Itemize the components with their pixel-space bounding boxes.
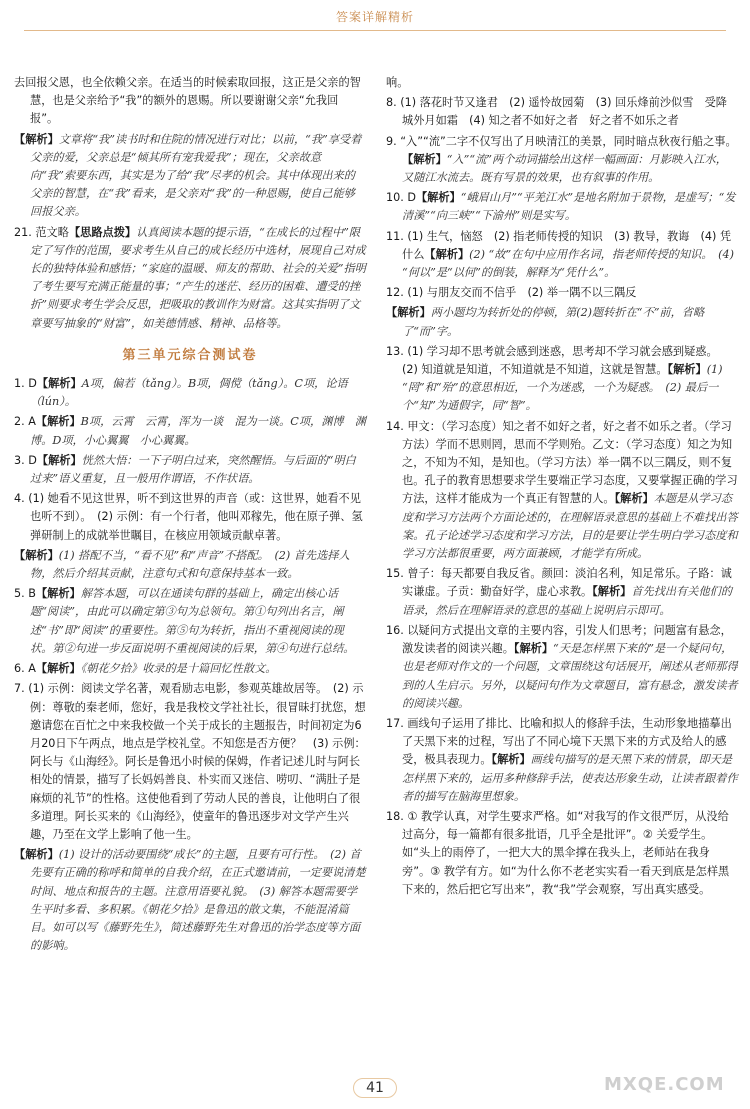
answer-note: 文章将“我”读书时和住院的情况进行对比；以前，“我”享受着父亲的爱，父亲总是“倾其所有宠我爱我”；现在，父亲故意向“我”索要东西，其实是为了给“我”尽孝的机会。其中体现出来的父亲的智慧，在“我”看来，是父亲对“我”的一种恩赐，使自己能够回报父亲。 — [30, 132, 362, 219]
answer-text: 甲文：（学习态度）知之者不如好之者，好之者不如乐之者。（学习方法）学而不思则罔，思而不学则殆。乙文：（学习态度）知之为知之，不知为不知，是知也。（学习方法）举一隅不以三隅反，则不复也。孔子的教育思想要求学生要端正学习态度，又要掌握正确的学习方法，这样才能成为一个真正有智慧的人。 — [402, 419, 738, 506]
answer-num: 2. — [14, 415, 25, 429]
answer-item — [386, 808, 738, 899]
answer-text: (1) 与朋友交而不信乎 (2) 举一隅不以三隅反 — [407, 286, 637, 300]
answer-note: (1) “罔”和“殆”的意思相近，一个为迷惑，一个为疑惑。 (2) 最后一个“知”为通假字，同“智”。 — [402, 363, 723, 413]
answer-text: (1) 她看不见这世界，听不到这世界的声音（或：这世界，她看不见也听不到）。 (2) 示例：有一个行者，他叫邓稼先，他在原子弹、氢弹研制上的成就举世瞩目，在核应用领域贡献卓著。 — [28, 492, 363, 542]
answer-num: 16. — [386, 623, 404, 637]
answer-text: (1) 落花时节又逢君 (2) 遥怜故园菊 (3) 回乐烽前沙似雪 受降城外月如霜 (4) 知之者不如好之者 好之者不如乐之者 — [400, 96, 727, 128]
answer-item — [14, 585, 366, 658]
answer-note: (1) 设计的活动要围绕“成长”的主题，且要有可行性。 (2) 首先要有正确的称呼和简单的自我介绍，在正式邀请前，一定要说清楚时间、地点和报告的主题。注意用语要礼貌。 (3) 解答本题需要学生平时多看、多积累。《朝花夕拾》是鲁迅的散文集，不能混淆篇目。如可以写《藤野先生》，简述藤野先生对鲁迅的治学态度等方面的影响。 — [30, 848, 366, 953]
answer-num: 1. — [14, 377, 25, 391]
answer-item — [386, 189, 738, 225]
answer-text: “入”“流”二字不仅写出了月映清江的美景，同时暗点秋夜行船之事。 — [400, 134, 737, 148]
answer-text: 范文略 — [35, 225, 69, 239]
answer-item — [14, 375, 366, 411]
answer-text: ① 教学认真，对学生要求严格。如“对我写的作文很严厉，从没给过高分，每一篇都有很多批语，几乎全是批评”。② 关爱学生。如“头上的雨停了，一把大大的黑伞撑在我头上，老师站在我身旁”。③ 教学有方。如“为什么你不老老实实看一看天到底是怎样黑下来的，然后把它写出来”，教“我”学会观察，写出真实感受。 — [402, 809, 730, 896]
answer-note: (2) “故”在句中应用作名词，指老师传授的知识。 (4) “何以”是“以何”的倒装，解释为“凭什么”。 — [402, 247, 734, 280]
answer-item — [14, 660, 366, 678]
answer-tag: 【解析】 — [36, 453, 82, 467]
answer-text: D — [28, 453, 37, 467]
answer-num: 5. — [14, 587, 25, 601]
answer-note: 恍然大悟：一下子明白过来，突然醒悟。与后面的“明白过来”语义重复，且一般用作谓语，不作状语。 — [30, 453, 356, 486]
answer-num: 9. — [386, 134, 397, 148]
answer-item — [386, 418, 738, 564]
answer-tag: 【解析】 — [35, 587, 81, 601]
answer-text: (1) 生气，恼怒 (2) 指老师传授的知识 (3) 教导，教诲 (4) 凭什么 — [402, 229, 732, 261]
watermark-text: MXQE.COM — [604, 1074, 725, 1095]
right-column — [386, 74, 738, 901]
answer-tag: 【解析】 — [415, 191, 461, 205]
watermark-logo — [574, 1050, 744, 1105]
answer-text: B — [28, 587, 36, 601]
answer-tag: 【解析】 — [402, 152, 447, 166]
answer-num: 10. — [386, 191, 404, 205]
answer-note: 《朝花夕拾》收录的是十篇回忆性散文。 — [80, 662, 277, 676]
answer-num: 14. — [386, 419, 404, 433]
answer-num: 3. — [14, 453, 25, 467]
answer-tag: 【解析】 — [35, 662, 81, 676]
answer-item — [386, 715, 738, 806]
answer-note: 首先找出有关他们的语录，然后在理解语录的意思的基础上说明启示即可。 — [402, 585, 733, 617]
answer-item — [386, 304, 738, 340]
answer-text: (1) 示例：阅读文学名著，观看励志电影，参观英雄故居等。 (2) 示例：尊敬的秦老师，您好，我是我校文学社社长，很冒昧打扰您，想邀请您在百忙之中来我校做一个关于成长的主题报告，时间初定为6月20日下午两点，地点是学校礼堂。不知您是否方便？ (3) 示例：阿长与《山海经》。阿长是鲁迅小时候的保姆，作者记述儿时与阿长相处的情景，描写了长妈妈善良、朴实而又迷信、唠叨、“满肚子是麻烦的礼节”的性格。这使他看到了劳动人民的善良，让他明白了很多道理。阿长买来的《山海经》，使童年的鲁迅逐步对文学产生兴趣，乃至在文学上影响了他一生。 — [28, 682, 366, 841]
answer-tag: 【解析】 — [513, 642, 554, 656]
right-items — [386, 74, 738, 899]
answer-note: “天是怎样黑下来的”是一个疑问句，也是老师对作文的一个问题，文章围绕这句话展开，阐述从老师那得到的人生启示。另外，以疑问句作为文章题目，富有悬念，激发读者的阅读兴趣。 — [402, 642, 738, 710]
left-column — [14, 74, 366, 957]
answer-item — [14, 490, 366, 545]
answer-item — [14, 452, 366, 488]
left-items-2 — [14, 375, 366, 955]
answer-text: (1) 学习却不思考就会感到迷惑，思考却不学习就会感到疑惑。 (2) 知道就是知道，不知道就是不知道，这就是智慧。 — [402, 344, 724, 377]
answer-item — [386, 565, 738, 620]
answer-num: 6. — [14, 662, 25, 676]
answer-tag: 【解析】 — [35, 415, 81, 429]
answer-tag: 【解析】 — [424, 247, 470, 261]
answer-note: (1) 搭配不当，“看不见”和“声音”不搭配。 (2) 首先选择人物，然后介绍其贡献，注意句式和句意保持基本一致。 — [30, 548, 350, 581]
left-items — [14, 74, 366, 333]
answer-tag: 【解析】 — [592, 585, 632, 599]
answer-item — [386, 622, 738, 713]
answer-num: 21. — [14, 225, 32, 239]
answer-note: 本题是从学习态度和学习方法两个方面论述的，在理解语录意思的基础上不难找出答案。孔子论述学习态度和学习方法，目的是要让学生明白学习态度和学习方法都很重要，两方面兼顾，才能学有所成。 — [402, 492, 738, 561]
answer-tag: 【解析】 — [36, 377, 82, 391]
answer-tag: 【解析】 — [614, 492, 654, 506]
answer-note: 解答本题，可以在通读句群的基础上，确定出核心话题“阅读”，由此可以确定第③句为总领句。第①句列出名言，阐述“书”即“阅读”的重要性。第⑤句为转折，指出不重视阅读的现状。第②句进一步反面说明不重视阅读的后果，第④句进行总结。 — [30, 587, 355, 655]
answer-num: 17. — [386, 716, 404, 730]
answer-text: A — [28, 662, 36, 676]
answer-num: 7. — [14, 682, 25, 696]
answer-note: A项，偏若（tǎng）。B项，倜傥（tǎng）。C项，论语（lún）。 — [30, 377, 348, 409]
answer-note: 画线句描写的是天黑下来的情景，即天是怎样黑下来的，运用多种修辞手法，使表达形象生动，让读者跟着作者的描写在脑海里想象。 — [402, 753, 738, 803]
answer-text: A — [28, 415, 36, 429]
answer-item — [14, 74, 366, 129]
answer-item — [386, 133, 738, 188]
answer-tag: 【思路点拨】 — [68, 225, 137, 239]
answer-text: 【解析】 — [14, 132, 59, 146]
answer-item — [386, 94, 738, 130]
answer-item — [386, 228, 738, 283]
answer-num: 15. — [386, 567, 404, 581]
answer-text: D — [407, 191, 416, 205]
section-title: 第三单元综合测试卷 — [122, 347, 258, 363]
answer-text: 【解析】 — [14, 848, 59, 862]
answer-num: 12. — [386, 286, 404, 300]
answer-text: 【解析】 — [386, 306, 431, 320]
answer-num: 4. — [14, 492, 25, 506]
answer-text: 画线句子运用了排比、比喻和拟人的修辞手法，生动形象地描摹出了天黑下来的过程，写出了不同心境下天黑下来的方式及给人的感受，极具表现力。 — [402, 716, 732, 767]
answer-note: “峨眉山月”“平羌江水”是地名附加于景物，是虚写；“发清溪”“向三峡”“下渝州”则是实写。 — [402, 191, 736, 223]
answer-note: 认真阅读本题的提示语，“在成长的过程中”限定了写作的范围，要求考生从自己的成长经历中选材，展现自己对成长的独特体验和感悟；“家庭的温暖、师友的帮助、社会的关爱”指明了考生要写充满正能量的事；“产生的迷茫、经历的困难、遭受的挫折”则要求考生学会反思，把吸取的教训作为财富。这其实指明了文章要写抽象的“财富”，如美德情感、精神、品格等。 — [30, 225, 366, 330]
answer-text: 以疑问方式提出文章的主要内容，引发人们思考；问题富有悬念，激发读者的阅读兴趣。 — [402, 623, 732, 656]
answer-item — [386, 343, 738, 416]
answer-text: 响。 — [386, 76, 409, 89]
page-number: 41 — [353, 1078, 397, 1098]
answer-item — [14, 846, 366, 955]
answer-note: B项，云霄 云霄，浑为一谈 混为一谈。C项，渊博 渊博。D项，小心翼翼 小心翼翼。 — [30, 415, 366, 447]
answer-note: “入”“流”两个动词描绘出这样一幅画面：月影映入江水，又随江水流去。既有写景的效果，也有叙事的作用。 — [402, 152, 727, 185]
answer-item — [14, 224, 366, 333]
answer-num: 11. — [386, 229, 404, 243]
answer-item — [14, 680, 366, 844]
answer-item — [14, 131, 366, 222]
running-header: 答案详解精析 — [335, 10, 414, 24]
answer-num: 18. — [386, 809, 404, 823]
answer-text: D — [28, 377, 37, 391]
answer-item — [14, 547, 366, 583]
header-rule — [24, 30, 726, 31]
answer-note: 两小题均为转折处的停顿，第(2)题转折在“不”前，省略了“而”字。 — [402, 306, 705, 338]
answer-item — [386, 74, 738, 92]
answer-text: 【解析】 — [14, 548, 59, 562]
answer-tag: 【解析】 — [491, 753, 531, 767]
answer-item — [386, 284, 738, 302]
answer-item — [14, 413, 366, 449]
answer-text: 去回报父恩，也全依赖父亲。在适当的时候索取回报，这正是父亲的智慧，也是父亲给予“我”的额外的恩赐。所以要谢谢父亲“允我回报”。 — [14, 76, 361, 126]
answer-num: 8. — [386, 96, 397, 110]
answer-tag: 【解析】 — [667, 363, 707, 377]
answer-text: 曾子：每天都要自我反省。颜回：淡泊名利，知足常乐。子路：诚实谦虚。子贡：勤奋好学，虚心求教。 — [402, 567, 732, 599]
answer-num: 13. — [386, 344, 404, 358]
